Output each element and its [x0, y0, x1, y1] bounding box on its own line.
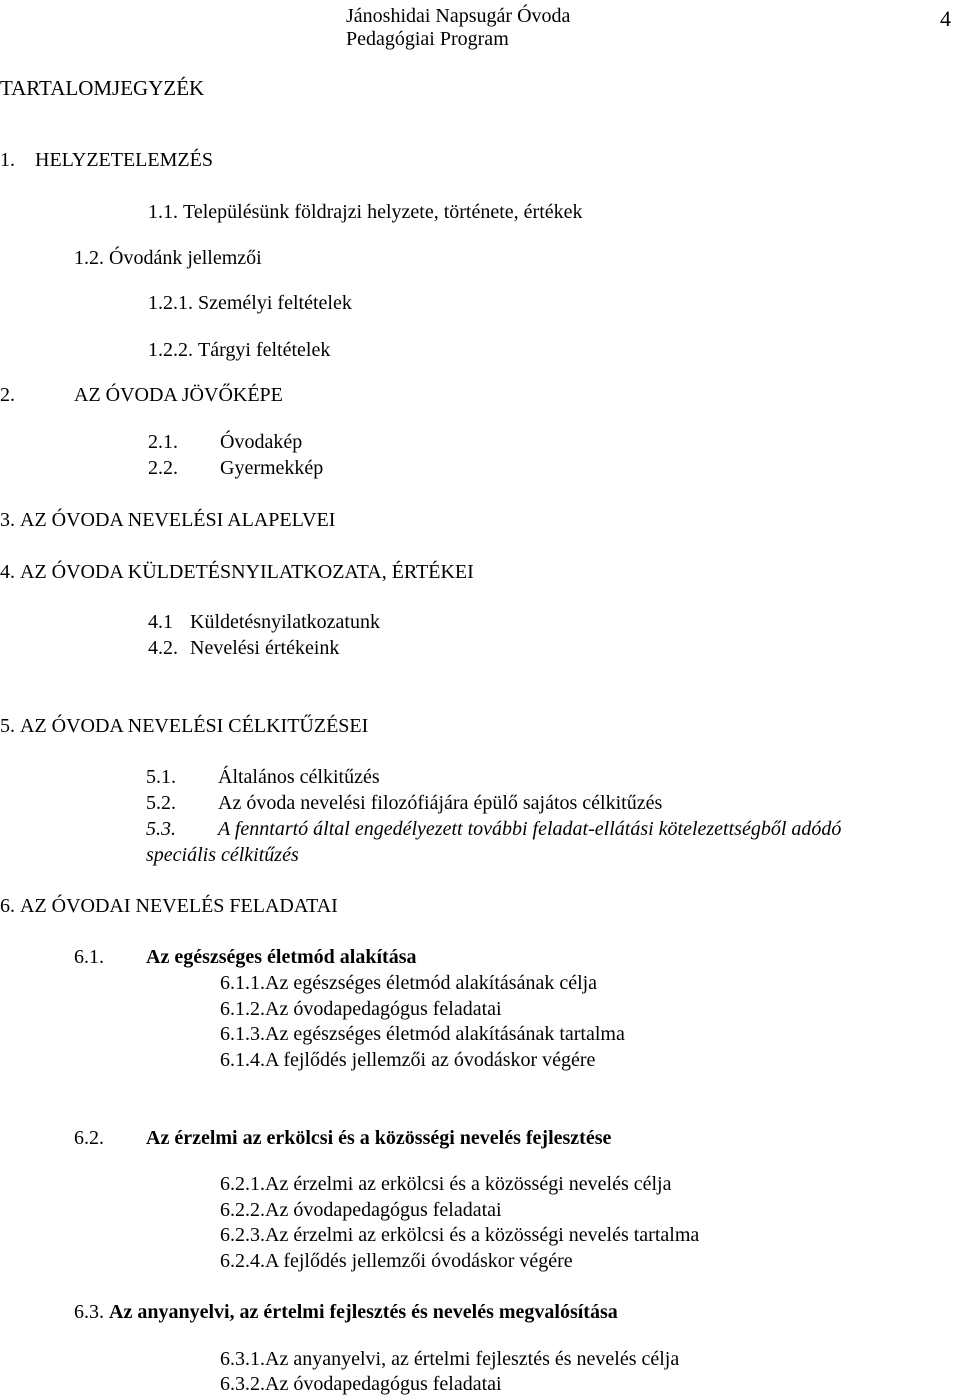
toc-entry-number: 6.2.3.: [220, 1224, 265, 1246]
toc-entry-text: Az érzelmi az erkölcsi és a közösségi nevelés fejlesztése: [146, 1127, 612, 1149]
toc-entry-text: Tárgyi feltételek: [198, 339, 331, 361]
toc-entry-6-2-3: [220, 1225, 699, 1245]
toc-entry-text: Az érzelmi az erkölcsi és a közösségi nevelés célja: [265, 1173, 672, 1195]
toc-entry-number: 6.2.2.: [220, 1199, 265, 1221]
toc-entry-6-1: [74, 947, 417, 967]
toc-entry-number: 5.2.: [146, 792, 176, 814]
toc-entry-text: Az óvodapedagógus feladatai: [265, 1199, 502, 1221]
toc-entry-1-1: [148, 202, 583, 222]
toc-entry-number: 3.: [0, 509, 15, 531]
toc-entry-text: Nevelési értékeink: [190, 637, 340, 659]
toc-entry-text: Az egészséges életmód alakítása: [146, 946, 417, 968]
toc-entry-number: 6.1.1.: [220, 972, 265, 994]
toc-entry-number: 1.1.: [148, 201, 178, 223]
toc-entry-number: 5.3.: [146, 818, 176, 840]
toc-entry-number: 6.1.4.: [220, 1049, 265, 1071]
toc-entry-6-1-1: [220, 973, 597, 993]
toc-entry-6-2-4: [220, 1251, 573, 1271]
toc-entry-6-1-4: [220, 1050, 595, 1070]
toc-entry-number: 6.: [0, 895, 15, 917]
toc-entry-4-1: [148, 612, 380, 632]
toc-entry-text: Az egészséges életmód alakításának célja: [265, 972, 598, 994]
toc-entry-text: Az egészséges életmód alakításának tartalma: [265, 1023, 625, 1045]
toc-entry-text: Az érzelmi az erkölcsi és a közösségi nevelés tartalma: [265, 1224, 700, 1246]
toc-entry-5-3: [146, 819, 841, 839]
toc-entry-number: 1.: [0, 149, 15, 171]
toc-entry-6-3-2: [220, 1374, 502, 1394]
toc-entry-text: AZ ÓVODAI NEVELÉS FELADATAI: [20, 895, 338, 917]
toc-entry-number: 6.3.: [74, 1301, 104, 1323]
header-school-name: Jánoshidai Napsugár Óvoda: [346, 5, 571, 27]
toc-entry-number: 6.1.3.: [220, 1023, 265, 1045]
toc-entry-text: Óvodánk jellemzői: [109, 247, 262, 269]
toc-entry-number: 6.2.: [74, 1127, 104, 1149]
toc-entry-1: [0, 150, 213, 170]
toc-entry-6-1-3: [220, 1024, 625, 1044]
toc-entry-number: 6.2.1.: [220, 1173, 265, 1195]
toc-entry-text: Az óvodapedagógus feladatai: [265, 998, 502, 1020]
toc-entry-5-2: [146, 793, 662, 813]
toc-entry-text: Általános célkitűzés: [218, 766, 380, 788]
toc-entry-text: Az anyanyelvi, az értelmi fejlesztés és nevelés megvalósítása: [109, 1301, 618, 1323]
toc-entry-text: Gyermekkép: [220, 457, 324, 479]
toc-entry-text: AZ ÓVODA KÜLDETÉSNYILATKOZATA, ÉRTÉKEI: [20, 561, 474, 583]
toc-entry-number: 5.: [0, 715, 15, 737]
toc-entry-number: 6.3.2.: [220, 1373, 265, 1395]
toc-entry-4: [0, 562, 474, 582]
toc-entry-text: Személyi feltételek: [198, 292, 352, 314]
toc-entry-number: 6.2.4.: [220, 1250, 265, 1272]
toc-entry-number: 6.1.2.: [220, 998, 265, 1020]
toc-entry-number: 6.3.1.: [220, 1348, 265, 1370]
toc-entry-text: A fenntartó által engedélyezett további feladat-ellátási kötelezettségből adódó: [218, 818, 842, 840]
toc-title: TARTALOMJEGYZÉK: [0, 76, 205, 100]
page-number: 4: [940, 6, 951, 31]
toc-entry-6-2: [74, 1128, 611, 1148]
toc-entry-1-2-2: [148, 340, 330, 360]
toc-entry-text: AZ ÓVODA JÖVŐKÉPE: [74, 384, 283, 406]
toc-entry-number: 2.2.: [148, 457, 178, 479]
toc-entry-5-3-continuation: speciális célkitűzés: [146, 844, 299, 866]
toc-entry-number: 1.2.2.: [148, 339, 193, 361]
toc-entry-6-2-2: [220, 1200, 502, 1220]
toc-entry-number: 4.: [0, 561, 15, 583]
toc-entry-text: HELYZETELEMZÉS: [35, 149, 213, 171]
toc-entry-text: Az anyanyelvi, az értelmi fejlesztés és nevelés célja: [265, 1348, 680, 1370]
toc-entry-6-3-1: [220, 1349, 679, 1369]
toc-entry-text: AZ ÓVODA NEVELÉSI ALAPELVEI: [20, 509, 336, 531]
toc-entry-5-1: [146, 767, 380, 787]
toc-entry-6-2-1: [220, 1174, 671, 1194]
toc-entry-number: 4.2.: [148, 637, 178, 659]
toc-entry-number: 6.1.: [74, 946, 104, 968]
toc-entry-number: 5.1.: [146, 766, 176, 788]
toc-entry-text: A fejlődés jellemzői az óvodáskor végére: [265, 1049, 596, 1071]
toc-entry-text: AZ ÓVODA NEVELÉSI CÉLKITŰZÉSEI: [20, 715, 369, 737]
toc-entry-number: 1.2.1.: [148, 292, 193, 314]
toc-entry-6: [0, 896, 338, 916]
toc-entry-text: Küldetésnyilatkozatunk: [190, 611, 380, 633]
toc-entry-text: Óvodakép: [220, 431, 303, 453]
toc-entry-6-3: [74, 1302, 618, 1322]
toc-entry-number: 4.1: [148, 611, 173, 633]
toc-entry-text: Az óvoda nevelési filozófiájára épülő sajátos célkitűzés: [218, 792, 663, 814]
toc-entry-1-2-1: [148, 293, 352, 313]
toc-entry-2-2: [148, 458, 323, 478]
toc-entry-text: Településünk földrajzi helyzete, története, értékek: [183, 201, 583, 223]
toc-entry-number: 2.1.: [148, 431, 178, 453]
toc-entry-6-1-2: [220, 999, 502, 1019]
toc-entry-1-2: [74, 248, 262, 268]
toc-entry-5: [0, 716, 368, 736]
toc-entry-2: [0, 385, 283, 405]
toc-entry-text: Az óvodapedagógus feladatai: [265, 1373, 502, 1395]
toc-entry-3: [0, 510, 335, 530]
toc-entry-number: 2.: [0, 384, 15, 406]
toc-entry-text: A fejlődés jellemzői óvodáskor végére: [265, 1250, 573, 1272]
toc-entry-number: 1.2.: [74, 247, 104, 269]
toc-entry-4-2: [148, 638, 339, 658]
header-document-title: Pedagógiai Program: [346, 28, 509, 50]
toc-entry-2-1: [148, 432, 302, 452]
